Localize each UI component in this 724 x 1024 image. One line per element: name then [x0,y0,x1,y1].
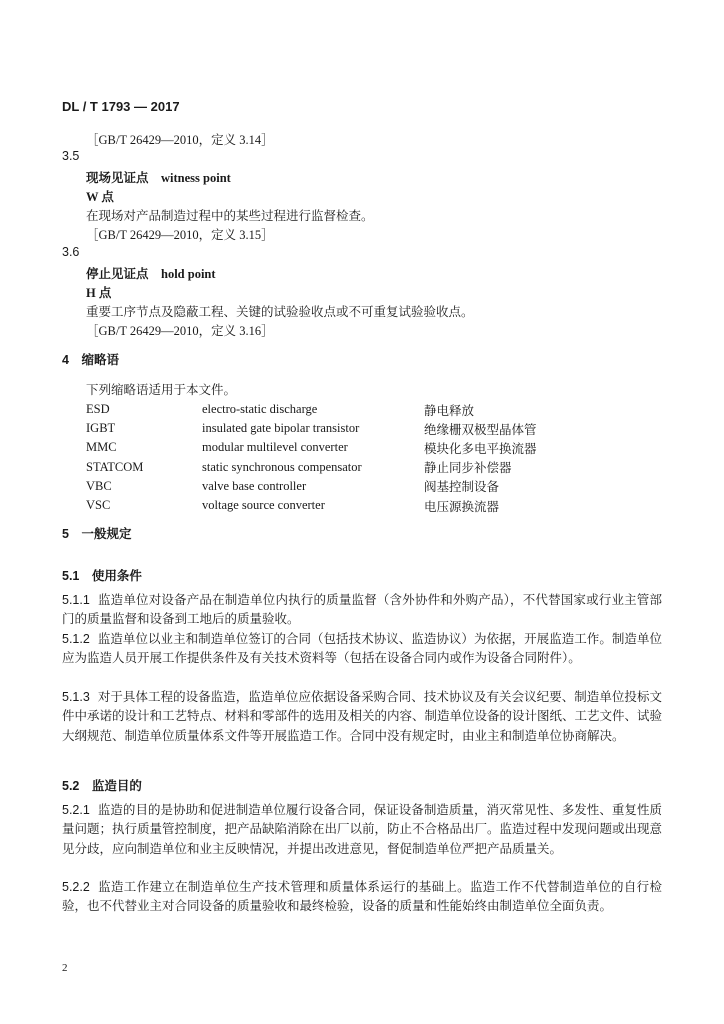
table-row [84,438,537,457]
paragraph-text: 监造的目的是协助和促进制造单位履行设备合同，保证设备制造质量，消灭常见性、多发性、重复性质量问题；执行质量管控制度，把产品缺陷消除在出厂以前，防止不合格品出厂。监造过程中发现问题或出现意见分歧，应向制造单位和业主反映情况，并提出改进意见，督促制造单位严把产品质量关。 [62,803,663,856]
table-row [84,419,537,438]
source-3-5: ［GB/T 26429—2010，定义 3.15］ [86,228,274,242]
paragraph-number: 5.1.1 [62,593,90,607]
source-3-6: ［GB/T 26429—2010，定义 3.16］ [86,324,274,338]
section-4-intro: 下列缩略语适用于本文件。 [86,383,237,397]
abbr-chinese: 电压源换流器 [424,499,500,514]
table-row [84,477,537,496]
paragraph-5-1-1 [62,591,662,630]
paragraph-5-2-1 [62,801,662,859]
standard-code-header: DL / T 1793 — 2017 [62,99,180,114]
abbr-english: valve base controller [202,478,307,493]
abbr-code: ESD [86,402,110,417]
table-row [84,496,537,515]
definition-3-5: 在现场对产品制造过程中的某些过程进行监督检查。 [86,209,374,223]
abbr-chinese: 模块化多电平换流器 [424,441,537,456]
abbr-chinese: 绝缘栅双极型晶体管 [424,422,537,437]
abbr-code: MMC [86,440,117,455]
paragraph-5-1-3 [62,688,662,746]
abbr-code: IGBT [86,421,116,436]
table-row [84,400,537,419]
abbr-english: voltage source converter [202,498,325,513]
term-hold-point: 停止见证点 hold point [86,267,216,281]
paragraph-5-1-2 [62,630,662,669]
abbr-chinese: 静止同步补偿器 [424,461,512,476]
abbr-chinese: 阀基控制设备 [424,480,500,495]
paragraph-number: 5.2.2 [62,880,90,894]
abbr-chinese: 静电释放 [424,403,475,418]
section-5-title: 5 一般规定 [62,527,132,541]
paragraph-number: 5.1.2 [62,632,90,646]
abbr-english: insulated gate bipolar transistor [202,421,360,436]
paragraph-number: 5.2.1 [62,803,90,817]
paragraph-text: 监造工作建立在制造单位生产技术管理和质量体系运行的基础上。监造工作不代替制造单位的自行检验，也不代替业主对合同设备的质量验收和最终检验，设备的质量和性能始终由制造单位全面负责。 [62,880,662,914]
paragraph-5-2-2 [62,878,662,917]
table-row [84,458,537,477]
paragraph-text: 监造单位对设备产品在制造单位内执行的质量监督（含外协件和外购产品），不代替国家或行业主管部门的质量监督和设备到工地后的质量验收。 [62,593,662,627]
abbr-english: electro-static discharge [202,402,318,417]
section-4-title: 4 缩略语 [62,353,119,367]
paragraph-text: 监造单位以业主和制造单位签订的合同（包括技术协议、监造协议）为依据，开展监造工作。制造单位应为监造人员开展工作提供条件及有关技术资料等（包括在设备合同内或作为设备合同附件）。 [62,632,662,666]
clause-number-3-6: 3.6 [62,245,80,259]
abbr-english: static synchronous compensator [202,459,362,474]
paragraph-number: 5.1.3 [62,690,90,704]
abbr-code: VSC [86,498,111,513]
term-witness-point: 现场见证点 witness point [86,171,231,185]
definition-3-6: 重要工序节点及隐蔽工程、关键的试验验收点或不可重复试验验收点。 [86,305,474,319]
abbr-code: VBC [86,478,112,493]
term-abbr-h: H 点 [86,286,112,300]
section-5-2-title: 5.2 监造目的 [62,779,142,793]
abbr-english: modular multilevel converter [202,440,348,455]
abbreviation-table [84,400,537,515]
paragraph-text: 对于具体工程的设备监造，监造单位应依据设备采购合同、技术协议及有关会议纪要、制造单位投标文件中承诺的设计和工艺特点、材料和零部件的选用及相关的内容、制造单位设备的设计图纸、工艺文件、试验大纲规范、制造单位质量体系文件等开展监造工作。合同中没有规定时，由业主和制造单位协商解决。 [62,690,663,743]
clause-number-3-5: 3.5 [62,149,80,163]
page-number: 2 [62,962,68,974]
abbr-code: STATCOM [86,459,144,474]
reference-3-4: ［GB/T 26429—2010，定义 3.14］ [86,133,274,147]
section-5-1-title: 5.1 使用条件 [62,569,142,583]
term-abbr-w: W 点 [86,190,114,204]
